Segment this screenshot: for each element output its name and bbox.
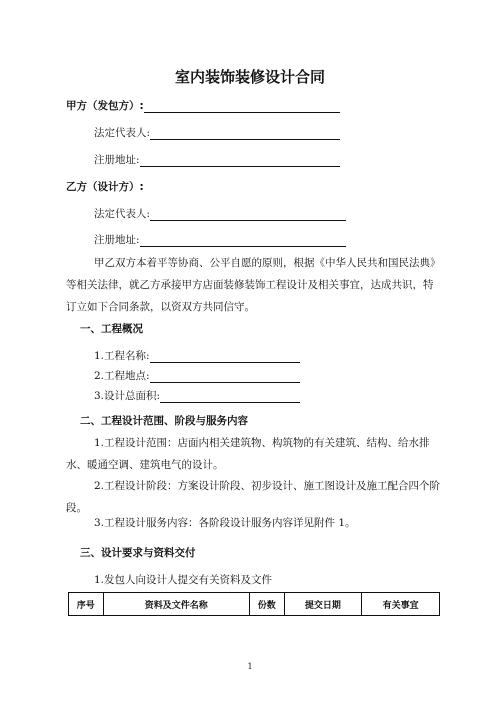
project-name-row (94, 348, 300, 363)
design-service-paragraph: 3.工程设计服务内容：各阶段设计服务内容详见附件 1。 (94, 517, 356, 529)
project-location-row (94, 368, 300, 383)
party-a-blank[interactable] (144, 101, 340, 113)
header-related-matters: 有关事宜 (362, 593, 440, 616)
party-b-label: 乙方（设计方）: (66, 181, 144, 193)
party-a-addr-blank[interactable] (140, 155, 340, 167)
design-area-blank[interactable] (160, 391, 300, 403)
intro-paragraph: 甲乙双方本着平等协商、公平自愿的原则，根据《中华人民共和国民法典》等相关法律，就乙方承接甲方店面装修装饰工程设计及相关事宜，达成共识，特订立如下合同条款，以资双方共同信守。 (66, 257, 441, 313)
project-name-blank[interactable] (150, 351, 300, 363)
party-a-rep-row (94, 125, 340, 140)
party-a-row (66, 98, 340, 113)
project-name-label: 1.工程名称: (94, 350, 150, 362)
party-b-addr-label: 注册地址: (94, 234, 140, 246)
section3-subheading: 1.发包人向设计人提交有关资料及文件 (94, 574, 273, 586)
party-b-addr-row (94, 232, 346, 247)
party-b-rep-label: 法定代表人: (94, 208, 151, 220)
party-a-label: 甲方（发包方）: (66, 100, 144, 112)
document-title: 室内装饰装修设计合同 (174, 68, 325, 86)
design-area-label: 3.设计总面积: (94, 390, 161, 402)
party-a-rep-blank[interactable] (150, 128, 340, 140)
party-a-addr-row (94, 152, 340, 167)
section2-heading: 二、工程设计范围、阶段与服务内容 (80, 415, 248, 427)
header-index: 序号 (69, 593, 104, 616)
header-copies: 份数 (249, 593, 284, 616)
design-scope-paragraph: 1.工程设计范围：店面内相关建筑物、构筑物的有关建筑、结构、给水排水、暖通空调、建筑电气的设计。 (66, 437, 430, 471)
party-b-row (66, 179, 144, 194)
design-stage-paragraph: 2.工程设计阶段：方案设计阶段、初步设计、施工图设计及施工配合四个阶段。 (66, 480, 441, 514)
documents-table (68, 592, 440, 616)
header-submit-date: 提交日期 (284, 593, 362, 616)
section1-heading: 一、工程概况 (80, 323, 143, 335)
party-b-rep-blank[interactable] (150, 209, 346, 221)
table-header-row (69, 593, 440, 616)
party-b-addr-blank[interactable] (140, 235, 346, 247)
project-location-blank[interactable] (150, 371, 300, 383)
page-number: 1 (247, 662, 253, 671)
design-area-row (94, 388, 300, 403)
project-location-label: 2.工程地点: (94, 370, 150, 382)
party-b-rep-row (94, 206, 346, 221)
party-a-rep-label: 法定代表人: (94, 127, 151, 139)
header-document-name: 资料及文件名称 (103, 593, 249, 616)
section3-heading: 三、设计要求与资料交付 (80, 547, 196, 559)
party-a-addr-label: 注册地址: (94, 154, 140, 166)
